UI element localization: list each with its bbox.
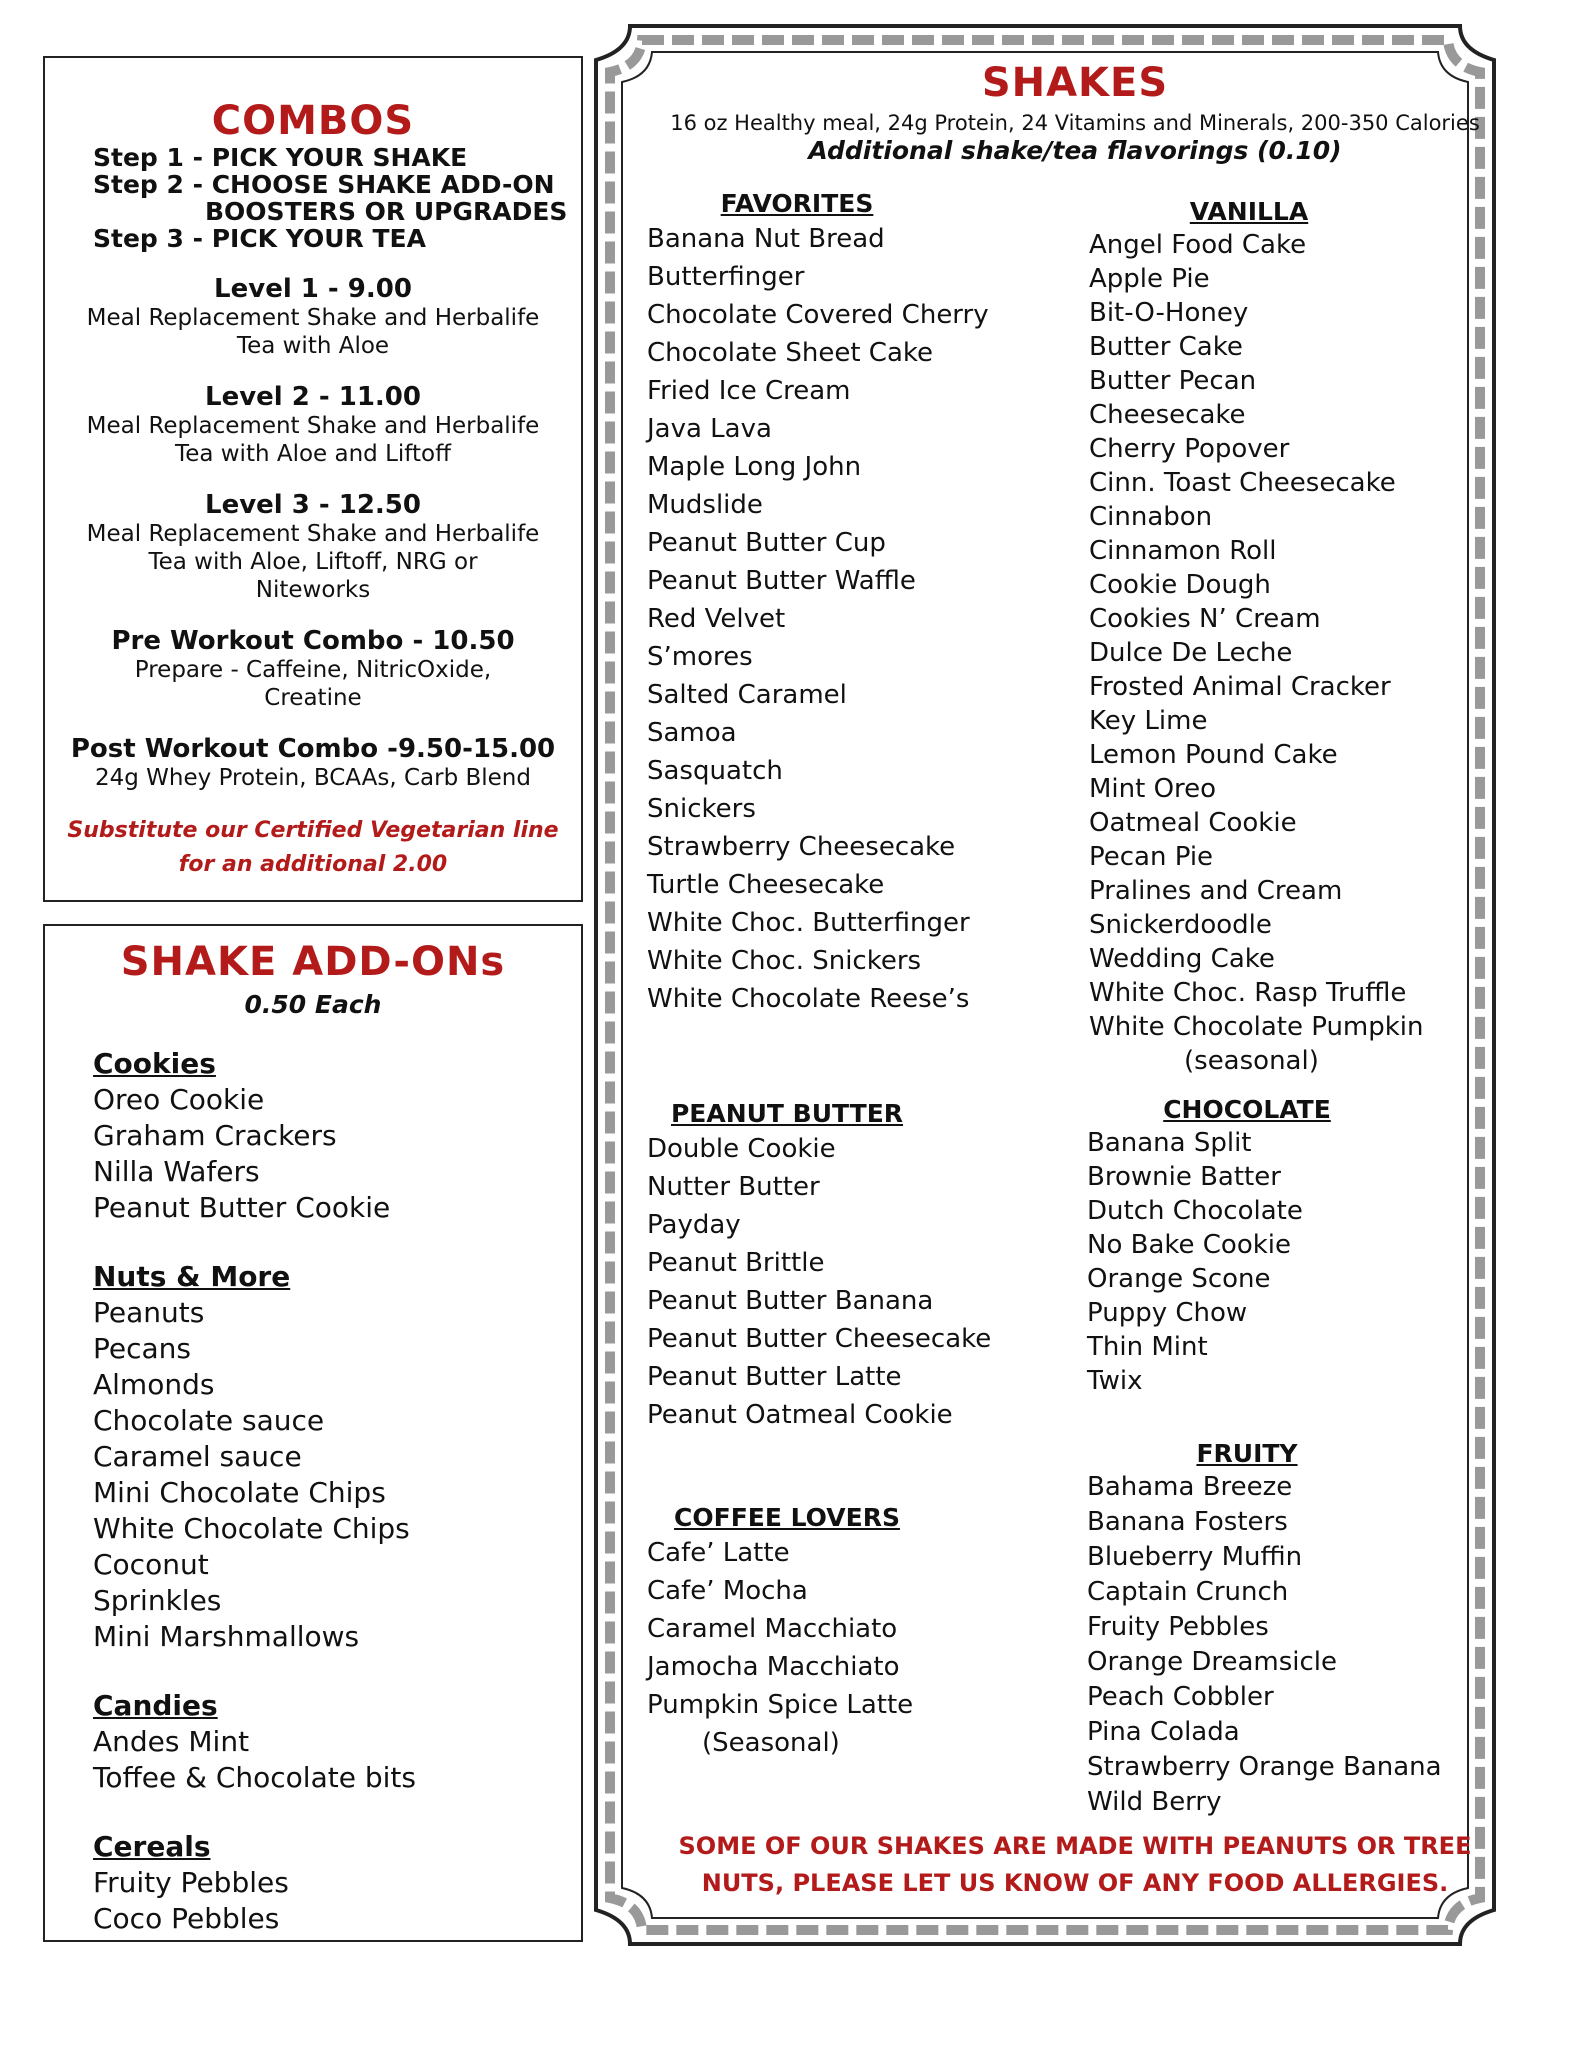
shake-flavor: Strawberry Orange Banana bbox=[1087, 1752, 1442, 1782]
shake-flavor: Puppy Chow bbox=[1087, 1298, 1248, 1328]
shake-flavor: Snickers bbox=[647, 794, 756, 824]
combo-level-1 bbox=[45, 274, 581, 360]
coffee-seasonal-note: (Seasonal) bbox=[702, 1728, 840, 1758]
vanilla-seasonal-note: (seasonal) bbox=[1184, 1046, 1319, 1076]
shakes-title: SHAKES bbox=[981, 60, 1169, 106]
shake-flavor: Wild Berry bbox=[1087, 1787, 1222, 1817]
shake-flavor: Cinn. Toast Cheesecake bbox=[1089, 468, 1396, 498]
shake-flavor: S’mores bbox=[647, 642, 753, 672]
shake-flavor: No Bake Cookie bbox=[1087, 1230, 1292, 1260]
shake-flavor: Chocolate Sheet Cake bbox=[647, 338, 933, 368]
shake-flavor: Payday bbox=[647, 1210, 741, 1240]
level-desc: Tea with Aloe, Liftoff, NRG or bbox=[148, 549, 478, 575]
addon-group bbox=[93, 1688, 581, 1796]
shake-flavor: Brownie Batter bbox=[1087, 1162, 1281, 1192]
step-2-cont: BOOSTERS OR UPGRADES bbox=[205, 197, 568, 226]
fruity-list bbox=[1087, 1470, 1442, 1820]
shake-flavor: Fruity Pebbles bbox=[1087, 1612, 1269, 1642]
shake-flavor: Captain Crunch bbox=[1087, 1577, 1289, 1607]
combo-post-workout bbox=[45, 734, 581, 792]
level-heading: Level 3 - 12.50 bbox=[205, 490, 421, 520]
combos-panel bbox=[43, 56, 583, 902]
addon-item: Fruity Pebbles bbox=[93, 1866, 289, 1899]
addon-group bbox=[93, 1259, 581, 1655]
shakes-flavorings: Additional shake/tea flavorings (0.10) bbox=[808, 136, 1342, 165]
addons-title: SHAKE ADD-ONs bbox=[120, 939, 506, 985]
vegetarian-note-line: for an additional 2.00 bbox=[178, 852, 448, 877]
shake-flavor: Strawberry Cheesecake bbox=[647, 832, 956, 862]
shake-flavor: Peanut Brittle bbox=[647, 1248, 825, 1278]
level-desc: Tea with Aloe and Liftoff bbox=[175, 441, 451, 467]
level-desc: 24g Whey Protein, BCAAs, Carb Blend bbox=[95, 765, 531, 791]
shake-flavor: Nutter Butter bbox=[647, 1172, 820, 1202]
shake-flavor: Salted Caramel bbox=[647, 680, 847, 710]
step-3: Step 3 - PICK YOUR TEA bbox=[93, 224, 426, 253]
shake-flavor: White Choc. Rasp Truffle bbox=[1089, 978, 1407, 1008]
fruity-heading: FRUITY bbox=[1196, 1439, 1298, 1468]
combos-title: COMBOS bbox=[211, 98, 415, 144]
vegetarian-note-line: Substitute our Certified Vegetarian line bbox=[67, 818, 559, 843]
addon-item: Mini Marshmallows bbox=[93, 1620, 360, 1653]
coffee-lovers-column bbox=[647, 1502, 927, 1762]
addon-item: Oreo Cookie bbox=[93, 1083, 265, 1116]
addon-item: Coco Pebbles bbox=[93, 1902, 280, 1935]
shake-flavor: Fried Ice Cream bbox=[647, 376, 851, 406]
shake-flavor: Frosted Animal Cracker bbox=[1089, 672, 1391, 702]
level-desc: Meal Replacement Shake and Herbalife bbox=[86, 521, 540, 547]
shake-flavor: Wedding Cake bbox=[1089, 944, 1275, 974]
addons-panel bbox=[43, 924, 583, 1942]
shake-flavor: Chocolate Covered Cherry bbox=[647, 300, 989, 330]
level-heading: Level 2 - 11.00 bbox=[205, 382, 421, 412]
level-desc: Niteworks bbox=[255, 577, 371, 603]
shake-flavor: Orange Scone bbox=[1087, 1264, 1271, 1294]
shake-flavor: Cinnabon bbox=[1089, 502, 1213, 532]
vanilla-list bbox=[1089, 228, 1424, 1044]
chocolate-column bbox=[1087, 1094, 1407, 1398]
peanut-butter-heading: PEANUT BUTTER bbox=[670, 1099, 904, 1128]
shake-flavor: Butterfinger bbox=[647, 262, 805, 292]
shake-flavor: Snickerdoodle bbox=[1089, 910, 1272, 940]
shake-flavor: Pralines and Cream bbox=[1089, 876, 1343, 906]
coffee-lovers-heading: COFFEE LOVERS bbox=[674, 1503, 900, 1532]
shake-flavor: Dutch Chocolate bbox=[1087, 1196, 1303, 1226]
shake-flavor: Apple Pie bbox=[1089, 264, 1210, 294]
shake-flavor: Cherry Popover bbox=[1089, 434, 1290, 464]
shake-flavor: Cookie Dough bbox=[1089, 570, 1271, 600]
favorites-list bbox=[647, 220, 989, 1018]
addon-item: Graham Crackers bbox=[93, 1119, 337, 1152]
level-heading: Level 1 - 9.00 bbox=[214, 274, 412, 304]
shake-flavor: Caramel Macchiato bbox=[647, 1614, 898, 1644]
shake-flavor: Twix bbox=[1087, 1366, 1143, 1396]
shake-flavor: White Choc. Snickers bbox=[647, 946, 922, 976]
combo-level-3 bbox=[45, 490, 581, 604]
shake-flavor: Blueberry Muffin bbox=[1087, 1542, 1303, 1572]
shake-flavor: Butter Pecan bbox=[1089, 366, 1257, 396]
level-heading: Post Workout Combo -9.50-15.00 bbox=[70, 734, 556, 764]
shake-flavor: Maple Long John bbox=[647, 452, 862, 482]
step-2: Step 2 - CHOOSE SHAKE ADD-ON bbox=[93, 170, 555, 199]
addon-group-heading: Nuts & More bbox=[93, 1260, 291, 1293]
shake-flavor: Pumpkin Spice Latte bbox=[647, 1690, 914, 1720]
shake-flavor: Key Lime bbox=[1089, 706, 1208, 736]
shake-flavor: White Choc. Butterfinger bbox=[647, 908, 970, 938]
shake-flavor: Angel Food Cake bbox=[1089, 230, 1307, 260]
shakes-subtitle: 16 oz Healthy meal, 24g Protein, 24 Vitamins and Minerals, 200-350 Calories bbox=[670, 111, 1480, 135]
shake-flavor: Cinnamon Roll bbox=[1089, 536, 1277, 566]
shake-flavor: Mudslide bbox=[647, 490, 763, 520]
favorites-heading: FAVORITES bbox=[720, 189, 874, 218]
shake-flavor: Orange Dreamsicle bbox=[1087, 1647, 1338, 1677]
shake-flavor: Double Cookie bbox=[647, 1134, 836, 1164]
addon-item: Nilla Wafers bbox=[93, 1155, 260, 1188]
addon-item: Almonds bbox=[93, 1368, 215, 1401]
chocolate-heading: CHOCOLATE bbox=[1163, 1095, 1331, 1124]
addon-item: Caramel sauce bbox=[93, 1440, 302, 1473]
shake-flavor: Lemon Pound Cake bbox=[1089, 740, 1338, 770]
addon-group-heading: Cereals bbox=[93, 1830, 211, 1863]
shake-flavor: Samoa bbox=[647, 718, 737, 748]
addon-group bbox=[93, 1829, 581, 1937]
shake-flavor: Peanut Butter Banana bbox=[647, 1286, 934, 1316]
shake-flavor: Dulce De Leche bbox=[1089, 638, 1293, 668]
combo-steps bbox=[93, 144, 581, 252]
shake-flavor: Peanut Oatmeal Cookie bbox=[647, 1400, 953, 1430]
addon-group-heading: Candies bbox=[93, 1689, 218, 1722]
peanut-butter-list bbox=[647, 1130, 991, 1434]
shake-flavor: Butter Cake bbox=[1089, 332, 1243, 362]
addon-item: Toffee & Chocolate bits bbox=[93, 1761, 416, 1794]
fruity-column bbox=[1087, 1438, 1442, 1820]
addon-item: Andes Mint bbox=[93, 1725, 250, 1758]
shake-flavor: Cheesecake bbox=[1089, 400, 1246, 430]
shake-flavor: Bahama Breeze bbox=[1087, 1472, 1293, 1502]
shake-flavor: Cafe’ Mocha bbox=[647, 1576, 808, 1606]
addon-group bbox=[93, 1046, 581, 1226]
step-1: Step 1 - PICK YOUR SHAKE bbox=[93, 143, 468, 172]
shake-flavor: Peanut Butter Cheesecake bbox=[647, 1324, 992, 1354]
shake-flavor: Mint Oreo bbox=[1089, 774, 1217, 804]
shakes-panel bbox=[615, 58, 1535, 1918]
shake-flavor: Pecan Pie bbox=[1089, 842, 1214, 872]
shake-flavor: Peanut Butter Cup bbox=[647, 528, 886, 558]
shake-flavor: Banana Split bbox=[1087, 1128, 1252, 1158]
level-desc: Meal Replacement Shake and Herbalife bbox=[86, 413, 540, 439]
addon-group-heading: Cookies bbox=[93, 1047, 216, 1080]
chocolate-list bbox=[1087, 1126, 1407, 1398]
addon-item: Chocolate sauce bbox=[93, 1404, 325, 1437]
favorites-column bbox=[647, 188, 989, 1018]
addon-item: Coconut bbox=[93, 1548, 209, 1581]
addon-item: Sprinkles bbox=[93, 1584, 222, 1617]
addon-groups bbox=[45, 1046, 581, 1937]
shake-flavor: Peanut Butter Latte bbox=[647, 1362, 902, 1392]
shake-flavor: Cookies N’ Cream bbox=[1089, 604, 1321, 634]
shake-flavor: Banana Nut Bread bbox=[647, 224, 885, 254]
combo-level-2 bbox=[45, 382, 581, 468]
shake-flavor: Sasquatch bbox=[647, 756, 783, 786]
allergy-warning bbox=[615, 1828, 1535, 1902]
addon-item: Pecans bbox=[93, 1332, 191, 1365]
shake-flavor: Red Velvet bbox=[647, 604, 786, 634]
shake-flavor: Oatmeal Cookie bbox=[1089, 808, 1297, 838]
addon-item: Peanuts bbox=[93, 1296, 205, 1329]
shake-flavor: Bit-O-Honey bbox=[1089, 298, 1249, 328]
shake-flavor: White Chocolate Pumpkin bbox=[1089, 1012, 1424, 1042]
addon-item: Mini Chocolate Chips bbox=[93, 1476, 386, 1509]
vanilla-heading: VANILLA bbox=[1189, 197, 1309, 226]
shake-flavor: Peanut Butter Waffle bbox=[647, 566, 916, 596]
shake-flavor: Peach Cobbler bbox=[1087, 1682, 1274, 1712]
level-desc: Meal Replacement Shake and Herbalife bbox=[86, 305, 540, 331]
shake-flavor: Java Lava bbox=[647, 414, 772, 444]
addon-item: White Chocolate Chips bbox=[93, 1512, 410, 1545]
level-desc: Creatine bbox=[264, 685, 362, 711]
shake-flavor: Banana Fosters bbox=[1087, 1507, 1288, 1537]
combo-pre-workout bbox=[45, 626, 581, 712]
vegetarian-note bbox=[45, 814, 581, 882]
shake-flavor: White Chocolate Reese’s bbox=[647, 984, 970, 1014]
shake-flavor: Cafe’ Latte bbox=[647, 1538, 790, 1568]
shake-flavor: Pina Colada bbox=[1087, 1717, 1240, 1747]
vanilla-column bbox=[1089, 196, 1424, 1078]
addon-item: Peanut Butter Cookie bbox=[93, 1191, 391, 1224]
level-desc: Prepare - Caffeine, NitricOxide, bbox=[134, 657, 492, 683]
allergy-warning-line: NUTS, PLEASE LET US KNOW OF ANY FOOD ALLERGIES. bbox=[701, 1869, 1449, 1897]
level-heading: Pre Workout Combo - 10.50 bbox=[111, 626, 515, 656]
shake-flavor: Turtle Cheesecake bbox=[647, 870, 885, 900]
coffee-lovers-list bbox=[647, 1534, 927, 1724]
shake-flavor: Thin Mint bbox=[1087, 1332, 1208, 1362]
allergy-warning-line: SOME OF OUR SHAKES ARE MADE WITH PEANUTS OR TREE bbox=[678, 1832, 1472, 1860]
shake-flavor: Jamocha Macchiato bbox=[647, 1652, 900, 1682]
peanut-butter-column bbox=[647, 1098, 991, 1434]
level-desc: Tea with Aloe bbox=[236, 333, 390, 359]
addons-price: 0.50 Each bbox=[244, 990, 382, 1019]
